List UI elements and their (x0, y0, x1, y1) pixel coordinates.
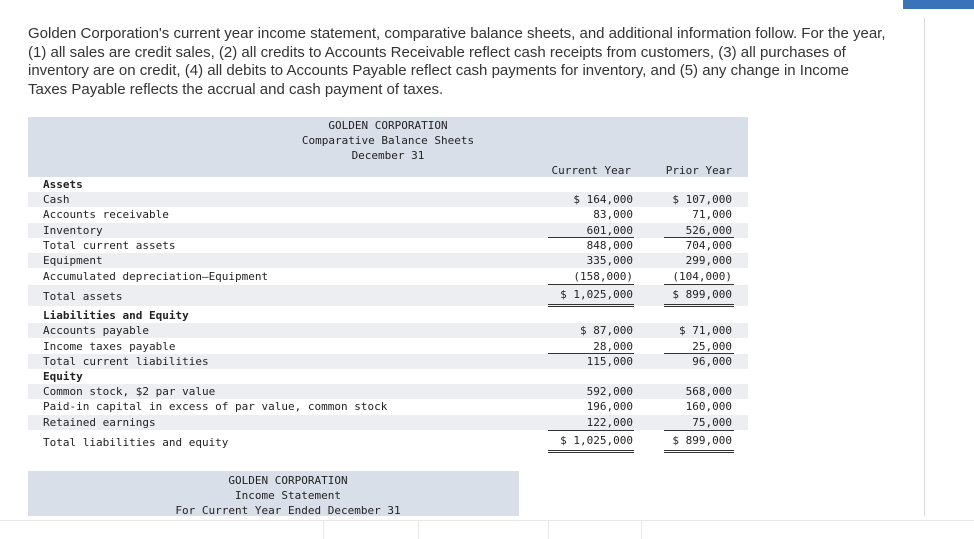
right-divider (924, 18, 925, 516)
subtotal-underline (664, 284, 734, 285)
income-statement-header (28, 471, 519, 516)
row-label: Accounts payable (43, 324, 149, 337)
row-label: Total assets (43, 290, 123, 303)
prior-value: (104,000) (672, 270, 732, 283)
bs-company: GOLDEN CORPORATION (328, 119, 448, 132)
is-period: For Current Year Ended December 31 (175, 504, 401, 517)
total-double-underline (664, 306, 734, 307)
is-title: Income Statement (235, 489, 341, 502)
prior-value: 704,000 (685, 239, 732, 252)
total-double-underline (664, 450, 734, 451)
row-label: Total current assets (43, 239, 176, 252)
subtotal-underline (548, 430, 634, 431)
bottom-divider-tick (548, 521, 549, 539)
bottom-divider-tick (641, 521, 642, 539)
prior-value: 75,000 (692, 416, 732, 429)
current-value: 601,000 (586, 224, 633, 237)
total-double-underline (664, 452, 734, 453)
bs-row-equipment (28, 253, 748, 268)
prior-value: $ 899,000 (672, 288, 732, 301)
current-value: 592,000 (586, 385, 633, 398)
current-value: 848,000 (586, 239, 633, 252)
current-value: 335,000 (586, 254, 633, 267)
row-label: Retained earnings (43, 416, 156, 429)
current-value: 122,000 (586, 416, 633, 429)
bs-date: December 31 (351, 149, 425, 162)
problem-intro: Golden Corporation's current year income statement, comparative balance sheets, and additional information follow. For the year, (1) all sales are credit sales, (2) all credits to Accounts Receivable reflect cash receipts from customers, (3) all purchases of inventory are on credit, (4) all debits to Accounts Payable reflect cash payments for inventory, and (5) any change in Income Taxes Payable reflects the accrual and cash payment of taxes. (28, 25, 886, 98)
bs-row-cash (28, 192, 748, 207)
bs-row-accounts-payable (28, 323, 748, 338)
total-double-underline (548, 304, 634, 305)
current-value: 115,000 (586, 355, 633, 368)
total-double-underline (548, 450, 634, 451)
subtotal-underline (664, 353, 734, 354)
bottom-divider-tick (323, 521, 324, 539)
bs-row-retained-earnings (28, 415, 748, 430)
prior-value: 71,000 (692, 208, 732, 221)
row-label: Cash (43, 193, 70, 206)
current-value: $ 87,000 (580, 324, 633, 337)
subtotal-underline (548, 237, 634, 238)
total-double-underline (664, 304, 734, 305)
bs-row-total-current-assets (28, 238, 748, 253)
total-double-underline (548, 306, 634, 307)
current-value: 28,000 (593, 340, 633, 353)
current-value: 196,000 (586, 400, 633, 413)
current-value: $ 1,025,000 (560, 288, 633, 301)
bs-row-paid-in-capital (28, 399, 748, 414)
row-label: Liabilities and Equity (43, 309, 189, 322)
current-value: (158,000) (573, 270, 633, 283)
col-prior-year: Prior Year (665, 164, 732, 177)
bs-row-liabilities-equity (28, 308, 748, 323)
row-label: Total current liabilities (43, 355, 209, 368)
prior-value: 568,000 (685, 385, 732, 398)
row-label: Total liabilities and equity (43, 436, 229, 449)
bs-row-income-taxes-payable (28, 339, 748, 354)
balance-sheet-header (28, 117, 748, 177)
bs-title: Comparative Balance Sheets (301, 134, 475, 147)
prior-value: 96,000 (692, 355, 732, 368)
col-current-year: Current Year (551, 164, 631, 177)
current-value: $ 1,025,000 (560, 434, 633, 447)
top-accent-bar (903, 0, 974, 9)
bottom-divider-tick (418, 521, 419, 539)
subtotal-underline (548, 353, 634, 354)
bs-row-common-stock (28, 384, 748, 399)
row-label: Assets (43, 178, 83, 191)
total-double-underline (548, 452, 634, 453)
bs-row-total-assets (28, 285, 748, 306)
row-label: Inventory (43, 224, 103, 237)
subtotal-underline (548, 284, 634, 285)
prior-value: 160,000 (685, 400, 732, 413)
row-label: Equipment (43, 254, 103, 267)
is-company: GOLDEN CORPORATION (228, 474, 348, 487)
row-label: Equity (43, 370, 83, 383)
row-label: Paid-in capital in excess of par value, common stock (43, 400, 388, 413)
prior-value: $ 107,000 (672, 193, 732, 206)
row-label: Accumulated depreciation—Equipment (43, 270, 269, 283)
bs-row-equity (28, 369, 748, 384)
bs-row-inventory (28, 223, 748, 238)
bs-row-assets (28, 177, 748, 192)
bs-row-total-liabilities-equity (28, 431, 748, 452)
prior-value: 25,000 (692, 340, 732, 353)
row-label: Common stock, $2 par value (43, 385, 216, 398)
row-label: Income taxes payable (43, 340, 176, 353)
bs-row-accounts-receivable (28, 207, 748, 222)
subtotal-underline (664, 430, 734, 431)
prior-value: 299,000 (685, 254, 732, 267)
prior-value: $ 71,000 (679, 324, 732, 337)
bs-row-accumulated-depreciation (28, 269, 748, 284)
bottom-divider (0, 520, 974, 521)
prior-value: 526,000 (685, 224, 732, 237)
current-value: $ 164,000 (573, 193, 633, 206)
bs-row-total-current-liabilities (28, 354, 748, 369)
prior-value: $ 899,000 (672, 434, 732, 447)
row-label: Accounts receivable (43, 208, 169, 221)
subtotal-underline (664, 237, 734, 238)
current-value: 83,000 (593, 208, 633, 221)
